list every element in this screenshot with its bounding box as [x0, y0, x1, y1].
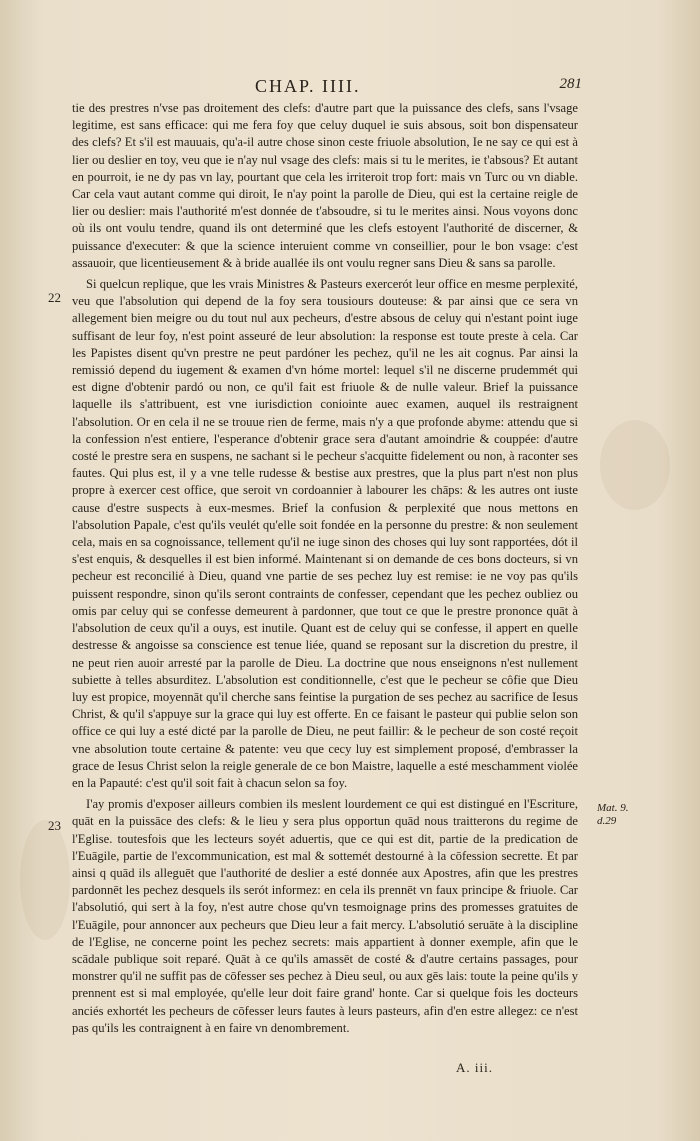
page-header [0, 74, 700, 102]
paper-stain [20, 820, 70, 940]
section-number-22: 22 [48, 290, 61, 305]
signature-mark: A. iii. [456, 1060, 493, 1075]
paragraph-continuation: tie des prestres n'vse pas droitement des clefs: d'autre part que la puissance des clefs, sans l'vsage legitime, est sans efficace: qui me fera foy que celuy duquel ie suis absous, soit bon dispensateur des clefs? Et s'il est mauuais, qu'a-il autre chose sinon ceste friuole absolution, Ie ne say ce qui est à lier ou deslier en toy, veu que ie n'ay nul vsage des clefs: mais si tu le merites, ie t'absous? Et autant en pourroit, ie ne dy pas vn lay, pourtant que cela les irriteroit trop fort: mais vn Turc ou vn diable. Car cela vaut autant comme qui diroit, Ie n'ay point la parolle de Dieu, qui est la certaine reigle de lier ou deslier: mais l'authorité m'est donnée de t'absoudre, si tu le merites ainsi. Nous voyons donc où ils ont voulu tendre, quand ils ont determiné que les clefs estoyent l'authorité de discerner, & puissance d'executer: & que la science interuient comme vn conseillier, pour le bon vsage: c'est assauoir, que licentieusement & à bride auallée ils ont voulu regner sans Dieu & sans sa parolle. [72, 101, 578, 270]
body-text [72, 100, 578, 1037]
paragraph-section-23: I'ay promis d'exposer ailleurs combien ils meslent lourdement ce qui est distingué en l'Escriture, quāt en la puissāce des clefs: & le lieu y sera plus opportun quād nous traitterons du regime de l'Eglise. toutesfois que les lecteurs soyét aduertis, que ce qui est dit, partie de la predication de l'Euāgile, partie de l'excommunication, est mal & sottemét destourné à la cōfession secrette. Et par ainsi q quād ils alleguēt que l'authorité de deslier a esté donnée aux Apostres, afin que les prestres pardonnēt les pechez desquels ils serót informez: en cela ils prennēt vn faux principe & friuole. Car l'absolutió, qui sert à la foy, n'est autre chose qu'vn tesmoignage prins des promesses gratuites de l'Euāgile, pour annoncer aux pecheurs que Dieu leur a fait mercy. L'absolutió seruāte à la discipline de l'Eglise, ne concerne point les pechez secrets: mais appartient à donner exemple, afin que le scādale publique soit reparé. Quāt à ce qu'ils amassēt de costé & d'autre certains passages, pour monstrer qu'il ne suffit pas de cōfesser ses pechez à Dieu seul, ou aux gēs lais: toute la peine qu'ils y prennent est si mal employée, qu'elle leur doit faire grand' honte. Car si quelque fois les docteurs anciés exhortét les pecheurs de cōfesser leurs fautes à leurs pasteurs, afin d'en estre allegez: ce n'est pas qu'ils les contraignent à en faire vn denombrement. [72, 797, 578, 1035]
margin-reference-verse: d.29 [597, 815, 617, 827]
page-number: 281 [559, 76, 582, 92]
running-head: CHAP. IIII. [255, 76, 361, 96]
margin-reference-book: Mat. 9. [597, 802, 629, 814]
section-number-23: 23 [48, 818, 61, 833]
paper-stain [600, 420, 670, 510]
margin-reference [597, 802, 628, 828]
paragraph-section-22: Si quelcun replique, que les vrais Ministres & Pasteurs exercerót leur office en mesme perplexité, veu que l'absolution qui depend de la foy sera tousiours douteuse: & par ainsi que ce sera vn allegement bien meigre ou du tout nul aux pecheurs, d'estre absous de celuy qui n'estant point iuge suffisant de leur foy, n'est point asseuré de leur absolution: la response est toute preste à cela. Car les Papistes disent qu'vn prestre ne peut pardóner les pechez, qu'il ne les ait cognus. Par ainsi la remissió depend du iugement & examen d'vn hóme mortel: lequel s'il ne discerne prudemmét qui est digne d'obtenir pardó ou non, ce qu'il fait est friuole & de nulle valeur. Brief la puissance laquelle ils s'attribuent, est vne iurisdiction coniointe auec examen, auquel ils restraignent l'absolution. Or en cela il ne se trouue rien de ferme, mais n'y a que profonde abyme: attendu que si la confession n'est entiere, l'esperance d'obtenir grace sera d'autant amoindrie & couppée: d'autre costé le prestre sera en suspens, ne sachant si le pecheur s'acquitte fidelement ou non, à raconter ses fautes. Qui plus est, il y a vne telle rudesse & bestise aux prestres, que la plus part n'est non plus propre à exercer cest office, que seroit vn cordoannier à labourer les chāps: & les autres ont iuste cause d'estre suspects à eux-mesmes. Brief la confusion & perplexité que nous mettons en l'absolution Papale, c'est qu'ils veulét qu'elle soit fondée en la personne du prestre: & non seulement cela, mais en sa cognoissance, tellement qu'il ne iuge sinon des choses qui luy sont rapportées, dót il s'est enquis, & desquelles il est bien informé. Maintenant si on demande de ces bons docteurs, si vn pecheur est reconcilié à Dieu, quand vne partie de ses pechez luy est remise: ie ne voy pas qu'ils puissent respondre, sinon qu'ils seront contraints de confesser, cependant que les pechez oubliez ou omis par celuy qui se confesse demeurent à pardonner, que tout ce que le prestre prononce quāt à l'absolution de ceux qu'il a ouys, est inutile. Quant est de celuy qui se confesse, il appert en quelle destresse & angoisse sa conscience est tenue liée, quand se reposant sur la discretion du prestre, il ne peut rien auoir arresté par la parolle de Dieu. La doctrine que nous enseignons n'est nullement subiette à telles absurditez. L'absolution est conditionnelle, c'est que le pecheur se côfie que Dieu luy est propice, moyennāt qu'il cherche sans feintise la purgation de ses pechez au sacrifice de Iesus Christ, & qu'il s'appuye sur la grace qui luy est offerte. En ce faisant le pasteur qui publie selon son office ce qui luy a esté dicté par la parolle de Dieu, ne peut faillir: & le pecheur de son costé reçoit vne absolution toute certaine & patente: veu que cecy luy est simplement proposé, d'embrasser la grace de Iesus Christ selon la reigle generale de ce bon Maistre, laquelle a esté meschamment violée en la Papauté: c'est qu'il soit fait à chacun selon sa foy. [72, 277, 578, 790]
